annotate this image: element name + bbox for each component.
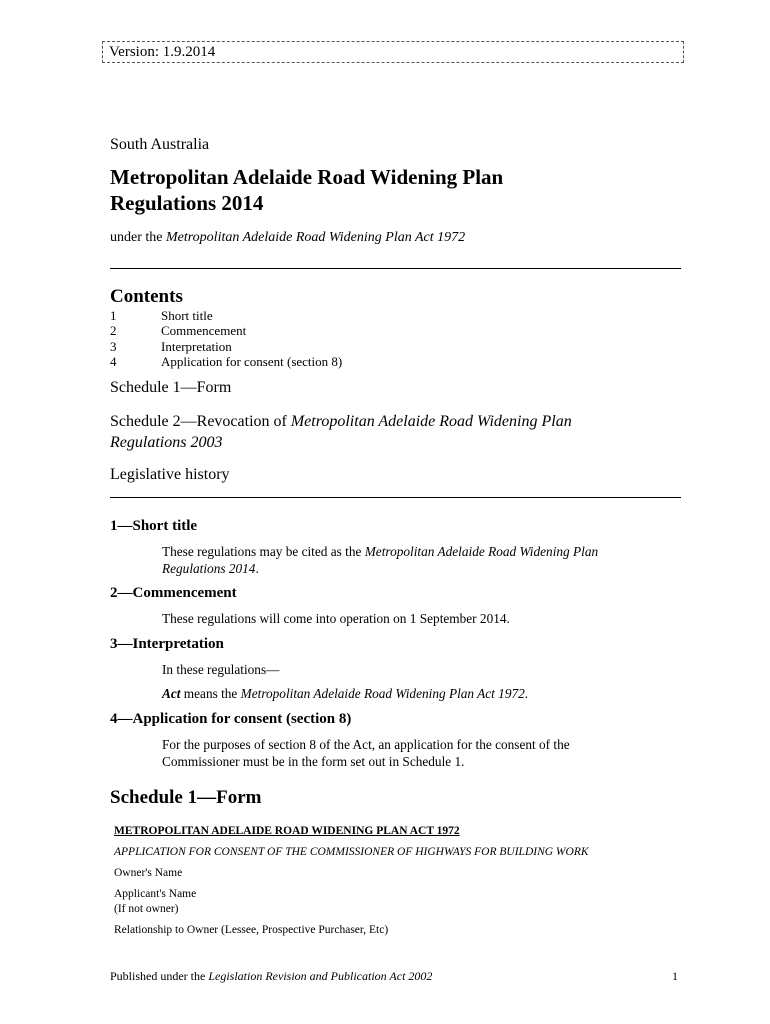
toc-number: 2 xyxy=(110,323,117,339)
applicants-name-label: Applicant's Name xyxy=(114,888,197,900)
toc-item[interactable] xyxy=(110,323,342,338)
version-box xyxy=(102,41,684,63)
if-not-owner-label: (If not owner) xyxy=(114,903,179,915)
toc-label: Interpretation xyxy=(161,338,232,354)
toc-number: 1 xyxy=(110,308,117,323)
section-3-intro: In these regulations— xyxy=(162,662,280,677)
definition-prefix: means the xyxy=(180,686,241,701)
footer-act: Legislation Revision and Publication Act 2002 xyxy=(208,969,433,983)
section-4-heading: 4—Application for consent (section 8) xyxy=(110,711,352,727)
divider xyxy=(110,268,681,269)
toc-item[interactable] xyxy=(110,339,342,354)
under-prefix: under the xyxy=(110,230,166,245)
defined-term: Act xyxy=(162,686,181,701)
section-4-text xyxy=(162,736,672,770)
section-4-line-2: Commissioner must be in the form set out in Schedule 1. xyxy=(162,754,465,769)
jurisdiction: South Australia xyxy=(110,136,210,153)
section-1-text xyxy=(162,543,672,577)
toc-label: Commencement xyxy=(161,323,247,339)
definition-suffix: . xyxy=(524,686,529,701)
enabling-act xyxy=(110,230,465,246)
section-4-line-1: For the purposes of section 8 of the Act, an application for the consent of the xyxy=(162,737,570,752)
toc-schedule-2[interactable] xyxy=(110,411,572,453)
section-1-suffix: . xyxy=(255,561,259,576)
relationship-label: Relationship to Owner (Lessee, Prospective Purchaser, Etc) xyxy=(114,924,389,936)
schedule-2-title-line-2: Regulations 2003 xyxy=(110,434,223,451)
toc-schedule-1[interactable]: Schedule 1—Form xyxy=(110,379,232,396)
section-1-citation-line-1: Metropolitan Adelaide Road Widening Plan xyxy=(364,544,599,559)
schedule-2-title-line-1: Metropolitan Adelaide Road Widening Plan xyxy=(290,413,572,430)
form-title: METROPOLITAN ADELAIDE ROAD WIDENING PLAN ACT 1972 xyxy=(114,825,460,837)
title-line-2: Regulations 2014 xyxy=(110,191,264,215)
page-number: 1 xyxy=(672,969,678,983)
form-subtitle xyxy=(114,845,589,859)
page-title xyxy=(110,164,503,216)
section-1-citation-line-2: Regulations 2014 xyxy=(162,561,256,576)
section-2-text: These regulations will come into operation on 1 September 2014. xyxy=(162,611,510,626)
toc-number: 4 xyxy=(110,353,117,369)
form-subtitle-text: APPLICATION FOR CONSENT OF THE COMMISSIONER OF HIGHWAYS FOR BUILDING WORK xyxy=(114,846,589,858)
schedule-2-prefix: Schedule 2—Revocation of xyxy=(110,413,291,430)
under-act: Metropolitan Adelaide Road Widening Plan Act 1972 xyxy=(165,230,466,245)
contents-heading: Contents xyxy=(110,286,183,307)
toc-label: Application for consent (section 8) xyxy=(161,353,343,369)
section-2-heading: 2—Commencement xyxy=(110,585,237,601)
divider xyxy=(110,497,681,498)
section-1-prefix: These regulations may be cited as the xyxy=(162,544,365,559)
section-1-heading: 1—Short title xyxy=(110,518,198,534)
toc-number: 3 xyxy=(110,338,117,354)
schedule-1-heading: Schedule 1—Form xyxy=(110,787,262,808)
section-3-heading: 3—Interpretation xyxy=(110,636,224,652)
footer-text xyxy=(110,969,432,984)
title-line-1: Metropolitan Adelaide Road Widening Plan xyxy=(110,165,504,189)
footer-prefix: Published under the xyxy=(110,969,209,983)
version-label: Version: 1.9.2014 xyxy=(109,44,216,60)
toc-legislative-history[interactable]: Legislative history xyxy=(110,466,230,483)
toc-item[interactable] xyxy=(110,354,342,369)
toc-label: Short title xyxy=(161,308,213,323)
definition-act: Metropolitan Adelaide Road Widening Plan Act 1972 xyxy=(240,686,525,701)
section-3-definition xyxy=(162,685,672,702)
table-of-contents xyxy=(110,308,342,369)
toc-item[interactable] xyxy=(110,308,342,323)
owners-name-label: Owner's Name xyxy=(114,867,183,879)
